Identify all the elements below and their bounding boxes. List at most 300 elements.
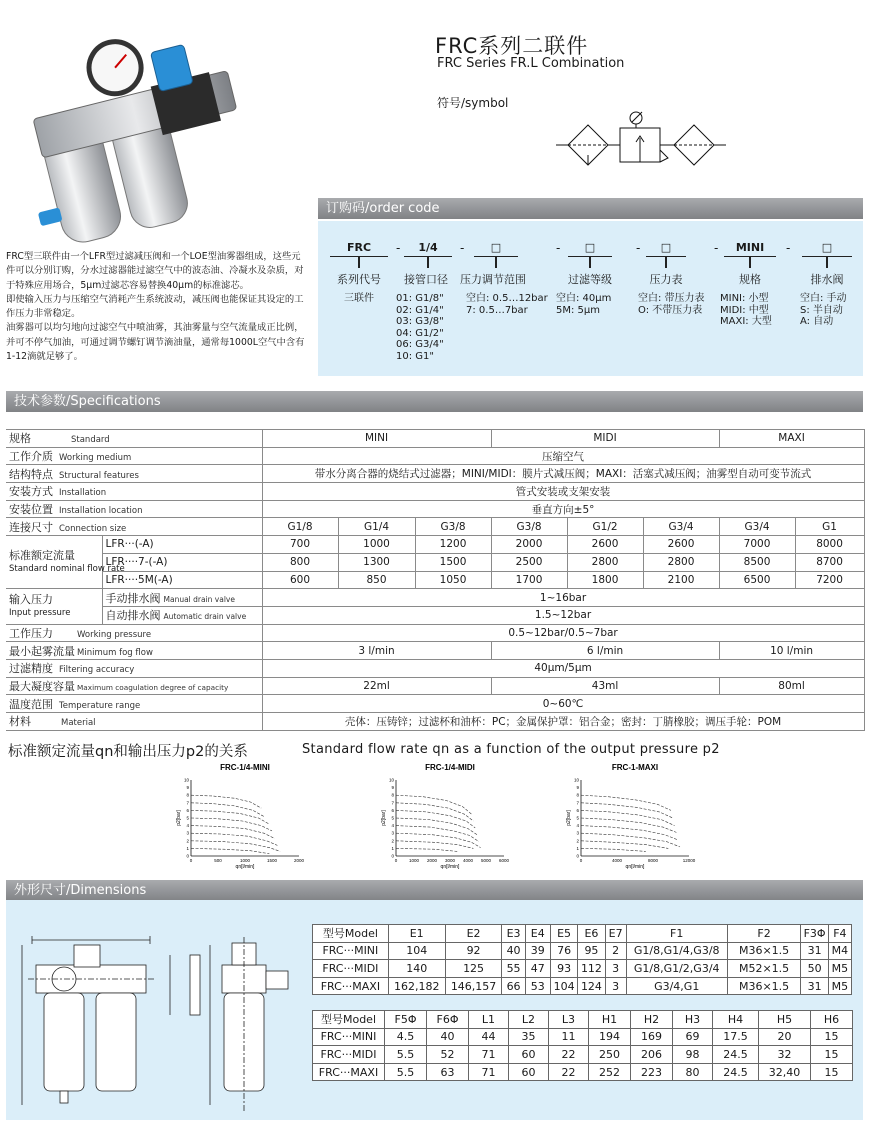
table-cell: M36×1.5 — [727, 977, 801, 995]
y-tick-label: 2 — [576, 838, 579, 844]
flow-chart-mini — [175, 760, 305, 875]
table-row — [313, 960, 852, 978]
order-code-option: 空白: 0.5…12bar — [466, 293, 548, 304]
spec-cell: 2600 — [643, 536, 719, 554]
table-cell: 50 — [801, 960, 828, 978]
series-line — [191, 818, 272, 831]
spec-label: 输入压力 — [9, 592, 53, 606]
y-tick-label: 4 — [186, 823, 189, 829]
x-tick-label: 8000 — [647, 858, 659, 863]
table-cell: 98 — [673, 1046, 713, 1064]
table-cell: 206 — [631, 1046, 673, 1064]
spec-cell: 6500 — [719, 571, 795, 589]
flow-title-cn: 标准额定流量qn和输出压力p2的关系 — [8, 744, 248, 760]
spec-label: 规格 — [9, 432, 31, 446]
table-cell: 32,40 — [759, 1063, 811, 1081]
y-tick-label: 3 — [391, 830, 394, 836]
order-code-option: 01: G1/8" — [396, 293, 444, 304]
x-tick-label: 6000 — [498, 858, 510, 863]
table-cell: 40 — [502, 942, 525, 960]
spec-cell: 壳体：压铸锌；过滤杯和油杯：PC；金属保护罩：铝合金；密封：丁腈橡胶；调压手轮：POM — [262, 713, 864, 731]
y-tick-label: 8 — [186, 792, 189, 798]
y-tick-label: 4 — [391, 823, 394, 829]
table-row — [6, 465, 864, 483]
spec-label-en: Filtering accuracy — [59, 665, 135, 676]
table-header-cell: E1 — [388, 925, 445, 943]
table-row — [6, 553, 864, 571]
order-code-bar: 订购码/order code — [318, 198, 863, 219]
order-code-option: 7: 0.5…7bar — [466, 304, 528, 316]
table-cell: 146,157 — [445, 977, 502, 995]
chart-title: FRC-1-MAXI — [611, 763, 659, 772]
spec-label: 过滤精度 — [9, 662, 53, 676]
spec-sublabel-en: Automatic drain valve — [163, 612, 247, 622]
spec-cell: 1050 — [415, 571, 491, 589]
dimensions-table-2 — [312, 1010, 853, 1081]
y-tick-label: 10 — [183, 777, 189, 783]
table-cell: 24.5 — [713, 1046, 759, 1064]
spec-cell: 1200 — [415, 536, 491, 554]
table-cell: 15 — [811, 1063, 853, 1081]
order-code-option: MIDI: 中型 — [720, 304, 769, 316]
table-cell: FRC···MAXI — [313, 977, 389, 995]
order-code-name: 压力表 — [649, 273, 683, 286]
table-header-cell: H1 — [589, 1011, 631, 1029]
table-header-cell: F6Φ — [427, 1011, 469, 1029]
table-header-cell: F3Φ — [801, 925, 828, 943]
spec-cell: MINI — [262, 430, 491, 448]
table-row — [6, 447, 864, 465]
order-code-series — [330, 240, 388, 305]
spec-cell: 2800 — [567, 553, 643, 571]
y-tick-label: 10 — [388, 777, 394, 783]
y-tick-label: 5 — [576, 815, 579, 821]
x-axis-label: qn[l/min] — [235, 864, 255, 870]
table-row — [6, 500, 864, 518]
x-axis-label: qn[l/min] — [625, 864, 645, 870]
table-cell: 252 — [589, 1063, 631, 1081]
series-line — [396, 826, 479, 842]
table-row — [6, 695, 864, 713]
intro-paragraph: 即使输入压力与压缩空气消耗产生系统波动，减压阀也能保证其设定的工作压力非常稳定。 — [6, 293, 304, 320]
spec-sublabel: LFR····5M(-A) — [102, 571, 262, 589]
x-tick-label: 2000 — [293, 858, 305, 863]
flow-chart-midi — [380, 760, 510, 875]
y-tick-label: 1 — [186, 845, 189, 851]
spec-cell: 2000 — [491, 536, 567, 554]
series-line — [581, 833, 680, 847]
spec-cell: G1/2 — [567, 518, 643, 536]
x-tick-label: 500 — [214, 858, 222, 863]
intro-text — [6, 250, 308, 364]
table-cell: 69 — [673, 1028, 713, 1046]
table-row — [6, 659, 864, 677]
table-cell: 223 — [631, 1063, 673, 1081]
table-cell: 3 — [605, 960, 626, 978]
spec-cell: 1000 — [338, 536, 415, 554]
table-header-cell: H4 — [713, 1011, 759, 1029]
spec-label: 温度范围 — [9, 697, 53, 711]
spec-cell: 2600 — [567, 536, 643, 554]
series-line — [581, 795, 671, 810]
spec-label: 标准额定流量 — [9, 548, 75, 562]
table-cell: 60 — [509, 1046, 549, 1064]
spec-cell: 0~60℃ — [262, 695, 864, 713]
y-tick-label: 7 — [391, 800, 394, 806]
x-tick-label: 0 — [579, 858, 583, 863]
spec-cell: 1700 — [491, 571, 567, 589]
spec-cell: 1.5~12bar — [262, 606, 864, 624]
spec-cell: G3/8 — [491, 518, 567, 536]
table-cell: 35 — [509, 1028, 549, 1046]
spec-label: 最大凝度容量 — [9, 679, 75, 693]
order-code-option: 5M: 5μm — [556, 304, 601, 316]
table-cell: 5.5 — [385, 1046, 427, 1064]
table-row — [6, 483, 864, 501]
page-subtitle: FRC Series FR.L Combination — [437, 56, 625, 71]
table-row — [6, 589, 864, 607]
table-cell: 104 — [550, 977, 577, 995]
order-code-option: O: 不带压力表 — [638, 304, 703, 316]
order-code-value: □ — [821, 241, 833, 254]
table-cell: M5 — [828, 960, 851, 978]
table-cell: 125 — [445, 960, 502, 978]
y-tick-label: 3 — [576, 830, 579, 836]
spec-label-en: Standard nominal flow rate — [9, 563, 125, 574]
series-line — [581, 841, 668, 849]
flow-title-en: Standard flow rate qn as a function of the output pressure p2 — [302, 742, 720, 757]
spec-cell: 8000 — [795, 536, 864, 554]
spec-cell: 850 — [338, 571, 415, 589]
order-code-value: 1/4 — [418, 241, 438, 254]
table-header-cell: F2 — [727, 925, 801, 943]
series-line — [581, 826, 678, 840]
table-cell: G3/4,G1 — [626, 977, 727, 995]
y-tick-label: 6 — [186, 807, 189, 813]
table-cell: 71 — [469, 1063, 509, 1081]
y-tick-label: 1 — [391, 845, 394, 851]
table-header-cell: E4 — [525, 925, 550, 943]
table-row — [6, 624, 864, 642]
y-tick-label: 4 — [576, 823, 579, 829]
y-tick-label: 3 — [186, 830, 189, 836]
table-header-cell: 型号Model — [313, 925, 389, 943]
symbol-label: 符号/symbol — [437, 96, 509, 110]
table-row — [6, 536, 864, 554]
order-code-option: S: 半自动 — [800, 304, 843, 316]
table-cell: 31 — [801, 977, 828, 995]
x-tick-label: 0 — [189, 858, 193, 863]
y-tick-label: 0 — [186, 853, 189, 859]
order-code-value: FRC — [346, 241, 372, 254]
table-header-cell: E2 — [445, 925, 502, 943]
spec-cell: 10 l/min — [719, 642, 864, 660]
spec-cell: 7000 — [719, 536, 795, 554]
order-code-option: MAXI: 大型 — [720, 316, 772, 327]
table-cell: FRC···MIDI — [313, 960, 389, 978]
x-tick-label: 2000 — [426, 858, 438, 863]
order-code-name: 排水阀 — [810, 273, 844, 286]
table-cell: 250 — [589, 1046, 631, 1064]
table-cell: 162,182 — [388, 977, 445, 995]
y-tick-label: 9 — [186, 785, 189, 791]
order-code-dash: - — [786, 241, 791, 255]
table-row — [313, 1046, 853, 1064]
y-tick-label: 0 — [391, 853, 394, 859]
x-tick-label: 1500 — [266, 858, 278, 863]
table-cell: 55 — [502, 960, 525, 978]
table-cell: 194 — [589, 1028, 631, 1046]
table-cell: M52×1.5 — [727, 960, 801, 978]
y-tick-label: 7 — [576, 800, 579, 806]
table-cell: 95 — [578, 942, 605, 960]
table-header-cell: L1 — [469, 1011, 509, 1029]
spec-label: 结构特点 — [9, 467, 53, 481]
order-code-option: 空白: 手动 — [800, 293, 847, 304]
spec-cell: 80ml — [719, 677, 864, 695]
table-cell: 71 — [469, 1046, 509, 1064]
table-cell: 76 — [550, 942, 577, 960]
table-cell: 66 — [502, 977, 525, 995]
order-code-drain — [802, 240, 852, 328]
spec-cell: 2100 — [643, 571, 719, 589]
y-axis-label: p2[bar] — [381, 810, 387, 826]
table-cell: M4 — [828, 942, 851, 960]
series-line — [581, 810, 675, 825]
spec-cell: 800 — [262, 553, 338, 571]
spec-cell: 管式安装或支架安装 — [262, 483, 864, 501]
spec-label-en: Working pressure — [77, 629, 152, 640]
pneumatic-symbol — [556, 110, 726, 176]
spec-sublabel: LFR···(-A) — [102, 536, 262, 554]
order-code-name: 压力调节范围 — [460, 273, 526, 286]
order-code-option: 03: G3/8" — [396, 316, 444, 327]
product-image — [14, 30, 304, 230]
x-tick-label: 12000 — [682, 858, 696, 863]
x-tick-label: 4000 — [462, 858, 474, 863]
x-axis-label: qn[l/min] — [440, 864, 460, 870]
table-header-cell: H3 — [673, 1011, 713, 1029]
table-cell: 22 — [549, 1046, 589, 1064]
table-cell: 15 — [811, 1028, 853, 1046]
order-code-option: A: 自动 — [800, 316, 834, 327]
spec-sublabel: LFR····7-(-A) — [102, 553, 262, 571]
spec-cell: 1~16bar — [262, 589, 864, 607]
table-header-cell: E6 — [578, 925, 605, 943]
series-line — [396, 833, 481, 847]
order-code-name: 接管口径 — [404, 273, 448, 286]
table-header-cell: H2 — [631, 1011, 673, 1029]
y-tick-label: 9 — [576, 785, 579, 791]
order-code-pressure — [460, 240, 548, 316]
table-header-cell: F5Φ — [385, 1011, 427, 1029]
order-code-option: 空白: 带压力表 — [638, 293, 705, 304]
table-row — [6, 518, 864, 536]
spec-cell: 3 l/min — [262, 642, 491, 660]
table-cell: 140 — [388, 960, 445, 978]
spec-cell: 2800 — [643, 553, 719, 571]
spec-cell: G3/4 — [719, 518, 795, 536]
spec-cell: G1/8 — [262, 518, 338, 536]
spec-cell: 700 — [262, 536, 338, 554]
x-tick-label: 0 — [394, 858, 398, 863]
table-cell: 47 — [525, 960, 550, 978]
spec-cell: 43ml — [491, 677, 719, 695]
table-cell: 93 — [550, 960, 577, 978]
order-code-dash: - — [460, 241, 465, 255]
table-cell: FRC···MIDI — [313, 1046, 385, 1064]
table-cell: 11 — [549, 1028, 589, 1046]
table-header-cell: E7 — [605, 925, 626, 943]
table-cell: 5.5 — [385, 1063, 427, 1081]
table-header-cell: 型号Model — [313, 1011, 385, 1029]
table-cell: M36×1.5 — [727, 942, 801, 960]
table-header-cell: E5 — [550, 925, 577, 943]
spec-cell: 1500 — [415, 553, 491, 571]
spec-label-en: Installation location — [59, 506, 143, 517]
order-code-value: □ — [584, 241, 596, 254]
table-cell: 60 — [509, 1063, 549, 1081]
series-line — [581, 848, 646, 851]
table-row — [6, 430, 864, 448]
table-header-cell: L2 — [509, 1011, 549, 1029]
table-cell: 40 — [427, 1028, 469, 1046]
order-code-option: 空白: 40μm — [556, 293, 612, 304]
flow-chart-maxi — [565, 760, 695, 875]
spec-label: 最小起雾流量 — [9, 644, 75, 658]
table-row — [313, 942, 852, 960]
spec-label-en: Installation — [59, 488, 107, 499]
x-tick-label: 3000 — [444, 858, 456, 863]
table-cell: FRC···MINI — [313, 1028, 385, 1046]
spec-label: 工作压力 — [9, 626, 53, 640]
spec-cell: 1800 — [567, 571, 643, 589]
spec-cell: 7200 — [795, 571, 864, 589]
table-cell: 39 — [525, 942, 550, 960]
dimension-drawing — [14, 915, 300, 1115]
spec-cell: 带水分离合器的烧结式过滤器；MINI/MIDI：膜片式减压阀；MAXI：活塞式减压阀；油雾型自动可变节流式 — [262, 465, 864, 483]
table-cell: 17.5 — [713, 1028, 759, 1046]
y-tick-label: 10 — [573, 777, 579, 783]
table-cell: 24.5 — [713, 1063, 759, 1081]
table-cell: 80 — [673, 1063, 713, 1081]
series-line — [191, 833, 277, 845]
y-tick-label: 2 — [391, 838, 394, 844]
spec-cell: 8700 — [795, 553, 864, 571]
intro-paragraph: 油雾器可以均匀地向过滤空气中喷油雾，其油雾量与空气流量成正比例，并可不停气加油，可通过调节螺钉调节滴油量，通常每1000L空气中含有1-12滴就足够了。 — [6, 322, 305, 363]
specifications-bar: 技术参数/Specifications — [6, 391, 863, 412]
spec-cell: 40μm/5μm — [262, 659, 864, 677]
y-tick-label: 0 — [576, 853, 579, 859]
series-line — [396, 848, 457, 851]
order-code-option: 三联件 — [344, 293, 374, 304]
series-line — [191, 826, 275, 839]
order-code-size — [720, 240, 776, 328]
spec-cell: 6 l/min — [491, 642, 719, 660]
spec-table — [6, 429, 865, 731]
spec-cell: MIDI — [491, 430, 719, 448]
order-code-value: □ — [490, 241, 502, 254]
table-header-cell: H5 — [759, 1011, 811, 1029]
spec-cell: G3/4 — [643, 518, 719, 536]
order-code-dash: - — [396, 241, 401, 255]
table-header-cell: H6 — [811, 1011, 853, 1029]
table-header-cell: E3 — [502, 925, 525, 943]
chart-title: FRC-1/4-MIDI — [425, 763, 475, 772]
y-tick-label: 9 — [391, 785, 394, 791]
y-tick-label: 8 — [391, 792, 394, 798]
order-code-dash: - — [714, 241, 719, 255]
table-header-cell: F4 — [828, 925, 851, 943]
table-row — [313, 1011, 853, 1029]
y-tick-label: 8 — [576, 792, 579, 798]
spec-cell: 8500 — [719, 553, 795, 571]
table-header-cell: L3 — [549, 1011, 589, 1029]
spec-cell: G3/8 — [415, 518, 491, 536]
y-axis-label: p2[bar] — [566, 810, 572, 826]
table-cell: 53 — [525, 977, 550, 995]
table-cell: 3 — [605, 977, 626, 995]
spec-cell: 1300 — [338, 553, 415, 571]
spec-cell: 0.5~12bar/0.5~7bar — [262, 624, 864, 642]
spec-sublabel: 手动排水阀 — [105, 591, 161, 605]
order-code-name: 过滤等级 — [568, 273, 612, 286]
spec-cell: G1/4 — [338, 518, 415, 536]
table-row — [313, 1028, 853, 1046]
order-code-dash: - — [556, 241, 561, 255]
table-cell: 92 — [445, 942, 502, 960]
table-cell: M5 — [828, 977, 851, 995]
table-row — [6, 713, 864, 731]
order-code-value: MINI — [735, 241, 765, 254]
spec-cell: 2500 — [491, 553, 567, 571]
table-row — [313, 925, 852, 943]
table-row — [6, 606, 864, 624]
table-cell: 32 — [759, 1046, 811, 1064]
order-code-name: 规格 — [739, 273, 761, 286]
x-tick-label: 4000 — [611, 858, 623, 863]
spec-sublabel: 自动排水阀 — [105, 609, 161, 623]
order-code-port — [396, 240, 452, 362]
order-code-option: 02: G1/4" — [396, 304, 444, 316]
spec-label: 工作介质 — [9, 450, 53, 464]
y-tick-label: 1 — [576, 845, 579, 851]
table-cell: 20 — [759, 1028, 811, 1046]
table-row — [313, 977, 852, 995]
spec-label: 材料 — [9, 715, 31, 729]
table-cell: 124 — [578, 977, 605, 995]
spec-label: 安装位置 — [9, 503, 53, 517]
x-tick-label: 1000 — [408, 858, 420, 863]
spec-label-en: Material — [61, 718, 96, 729]
spec-sublabel-en: Manual drain valve — [163, 594, 235, 604]
table-row — [313, 1063, 853, 1081]
series-line — [191, 841, 280, 852]
table-cell: 2 — [605, 942, 626, 960]
intro-paragraph: FRC型三联件由一个LFR型过滤减压阀和一个LOE型油雾器组成，这些元件可以分别订购，分水过滤器能过滤空气中的波态油、冷凝水及杂质，对于特殊应用场合，5μm过滤芯容易替换40μm的标准滤芯。 — [6, 251, 304, 291]
table-cell: 31 — [801, 942, 828, 960]
table-cell: 169 — [631, 1028, 673, 1046]
spec-cell: G1 — [795, 518, 864, 536]
dimensions-bar: 外形尺寸/Dimensions — [6, 880, 863, 901]
order-code-filter — [556, 240, 612, 316]
series-line — [396, 841, 473, 849]
table-cell: 63 — [427, 1063, 469, 1081]
table-row — [6, 571, 864, 589]
order-code-gauge — [638, 240, 705, 316]
y-tick-label: 6 — [391, 807, 394, 813]
table-row — [6, 642, 864, 660]
